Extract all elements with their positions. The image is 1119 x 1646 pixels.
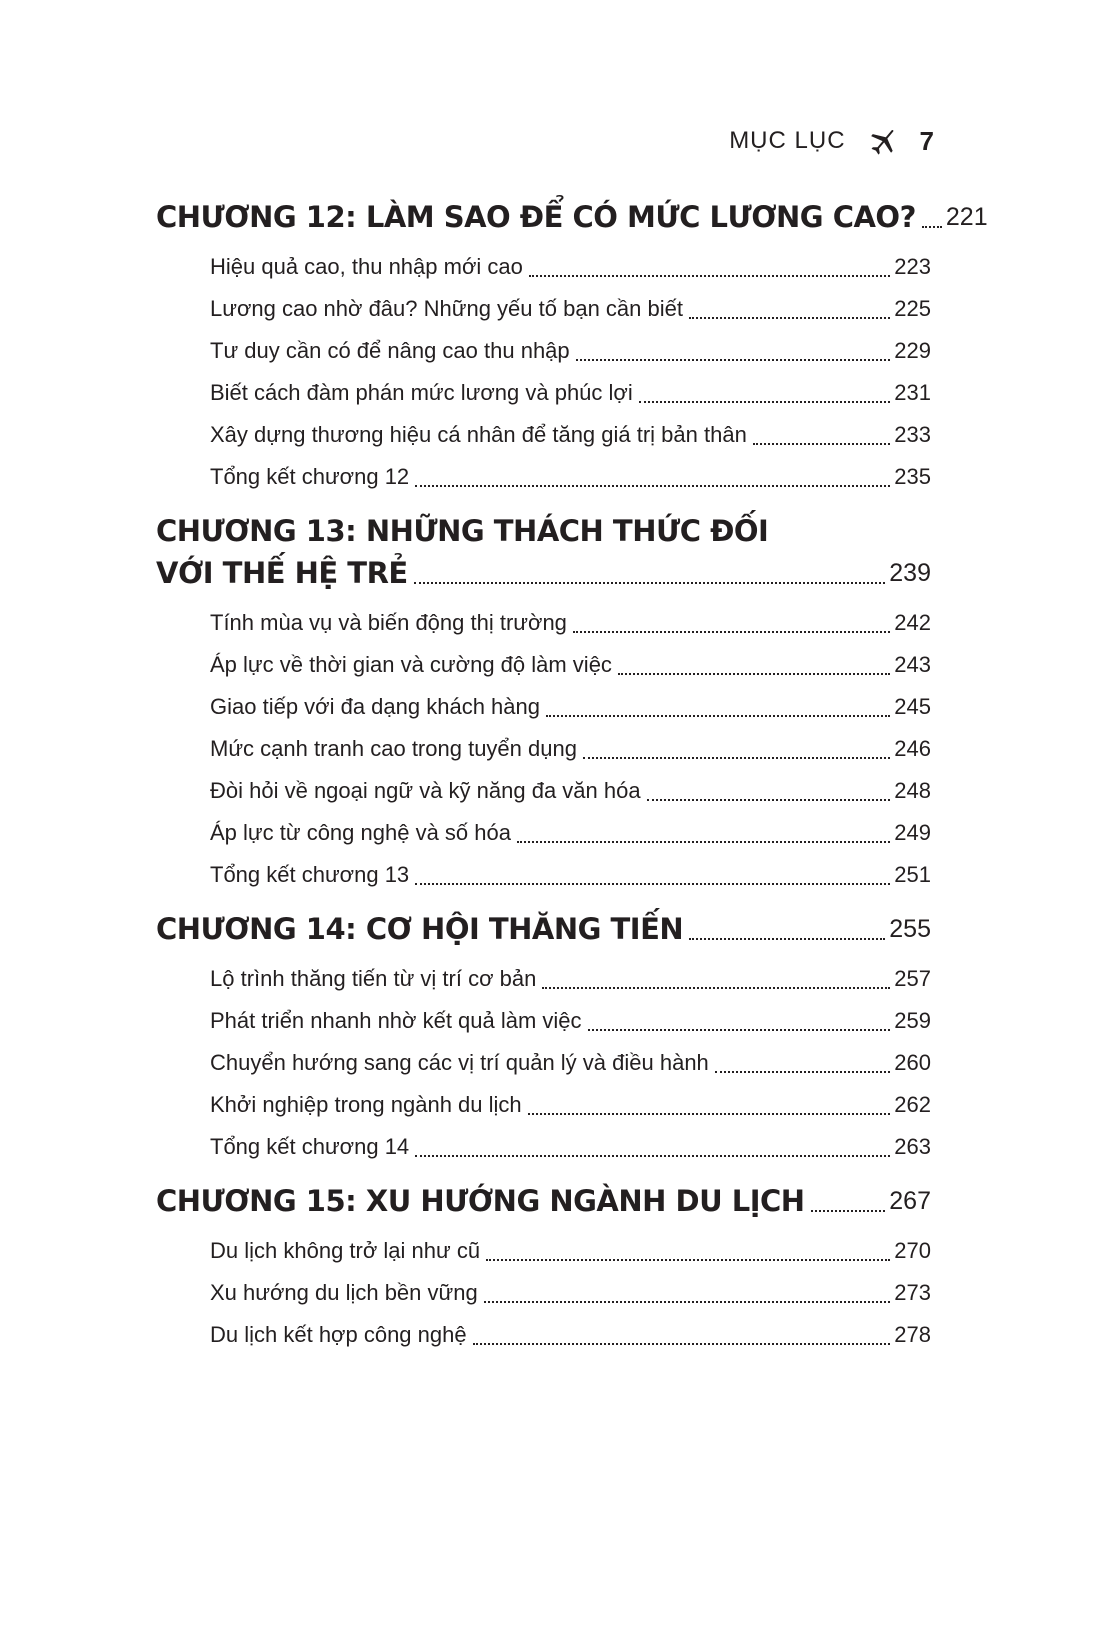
chapter-title: CHƯƠNG 14: CƠ HỘI THĂNG TIẾN xyxy=(156,912,684,946)
entry-page: 249 xyxy=(894,820,931,845)
leader-dots xyxy=(473,1343,891,1345)
leader-dots xyxy=(573,631,890,633)
entry-page: 278 xyxy=(894,1322,931,1347)
chapter-heading[interactable] xyxy=(156,908,931,950)
toc-entry[interactable] xyxy=(210,602,931,644)
chapter-title-row xyxy=(156,552,931,594)
entry-page: 231 xyxy=(894,380,931,405)
section-list xyxy=(210,1230,931,1356)
running-header xyxy=(729,125,934,157)
entry-label: Phát triển nhanh nhờ kết quả làm việc xyxy=(210,1008,582,1033)
leader-dots xyxy=(486,1259,890,1261)
toc-entry[interactable] xyxy=(210,958,931,1000)
chapter-heading[interactable] xyxy=(156,510,931,594)
chapter-13 xyxy=(156,510,931,896)
toc-entry[interactable] xyxy=(210,812,931,854)
section-name: MỤC LỤC xyxy=(729,127,846,154)
toc-entry[interactable] xyxy=(210,1042,931,1084)
entry-page: 257 xyxy=(894,966,931,991)
entry-label: Đòi hỏi về ngoại ngữ và kỹ năng đa văn hóa xyxy=(210,778,641,803)
toc-entry[interactable] xyxy=(210,686,931,728)
entry-page: 229 xyxy=(894,338,931,363)
entry-label: Du lịch kết hợp công nghệ xyxy=(210,1322,467,1347)
chapter-page: 239 xyxy=(889,559,931,587)
entry-label: Biết cách đàm phán mức lương và phúc lợi xyxy=(210,380,633,405)
leader-dots xyxy=(414,582,886,584)
entry-label: Tổng kết chương 13 xyxy=(210,862,410,887)
toc-entry[interactable] xyxy=(210,1126,931,1168)
toc-entry[interactable] xyxy=(210,1314,931,1356)
leader-dots xyxy=(583,757,890,759)
entry-label: Xây dựng thương hiệu cá nhân để tăng giá trị bản thân xyxy=(210,422,747,447)
chapter-14 xyxy=(156,908,931,1168)
entry-label: Lương cao nhờ đâu? Những yếu tố bạn cần biết xyxy=(210,296,683,321)
entry-page: 235 xyxy=(894,464,931,489)
entry-page: 251 xyxy=(894,862,931,887)
entry-page: 242 xyxy=(894,610,931,635)
table-of-contents xyxy=(156,196,988,1368)
leader-dots xyxy=(529,275,890,277)
toc-entry[interactable] xyxy=(210,456,931,498)
leader-dots xyxy=(546,715,890,717)
chapter-page: 221 xyxy=(945,203,988,231)
leader-dots xyxy=(528,1113,891,1115)
leader-dots xyxy=(922,226,942,228)
entry-page: 225 xyxy=(894,296,931,321)
leader-dots xyxy=(811,1210,886,1212)
entry-label: Xu hướng du lịch bền vững xyxy=(210,1280,478,1305)
airplane-icon xyxy=(868,125,900,157)
toc-entry[interactable] xyxy=(210,1084,931,1126)
leader-dots xyxy=(415,1155,890,1157)
toc-entry[interactable] xyxy=(210,770,931,812)
entry-page: 273 xyxy=(894,1280,931,1305)
entry-page: 270 xyxy=(894,1238,931,1263)
entry-label: Tổng kết chương 14 xyxy=(210,1134,410,1159)
chapter-title-continued: VỚI THẾ HỆ TRẺ xyxy=(156,556,408,590)
leader-dots xyxy=(647,799,891,801)
chapter-15 xyxy=(156,1180,931,1356)
chapter-title: CHƯƠNG 15: XU HƯỚNG NGÀNH DU LỊCH xyxy=(156,1184,805,1218)
leader-dots xyxy=(639,401,891,403)
entry-page: 246 xyxy=(894,736,931,761)
entry-page: 245 xyxy=(894,694,931,719)
toc-entry[interactable] xyxy=(210,330,931,372)
toc-entry[interactable] xyxy=(210,728,931,770)
entry-label: Tính mùa vụ và biến động thị trường xyxy=(210,610,567,635)
entry-label: Tổng kết chương 12 xyxy=(210,464,410,489)
leader-dots xyxy=(415,883,890,885)
leader-dots xyxy=(715,1071,890,1073)
toc-entry[interactable] xyxy=(210,1272,931,1314)
section-list xyxy=(210,246,931,498)
toc-entry[interactable] xyxy=(210,1230,931,1272)
chapter-page: 255 xyxy=(889,915,931,943)
toc-entry[interactable] xyxy=(210,372,931,414)
chapter-title: CHƯƠNG 12: LÀM SAO ĐỂ CÓ MỨC LƯƠNG CAO? xyxy=(156,200,916,234)
leader-dots xyxy=(618,673,890,675)
chapter-page: 267 xyxy=(889,1187,931,1215)
entry-page: 223 xyxy=(894,254,931,279)
entry-page: 262 xyxy=(894,1092,931,1117)
toc-entry[interactable] xyxy=(210,414,931,456)
entry-label: Lộ trình thăng tiến từ vị trí cơ bản xyxy=(210,966,537,991)
entry-label: Áp lực về thời gian và cường độ làm việc xyxy=(210,652,612,677)
entry-page: 260 xyxy=(894,1050,931,1075)
chapter-title-row xyxy=(156,510,931,552)
leader-dots xyxy=(484,1301,891,1303)
entry-label: Giao tiếp với đa dạng khách hàng xyxy=(210,694,540,719)
leader-dots xyxy=(415,485,890,487)
leader-dots xyxy=(588,1029,891,1031)
chapter-heading[interactable] xyxy=(156,196,988,238)
section-list xyxy=(210,958,931,1168)
page-number: 7 xyxy=(919,125,934,156)
toc-entry[interactable] xyxy=(210,1000,931,1042)
leader-dots xyxy=(689,317,890,319)
entry-page: 248 xyxy=(894,778,931,803)
leader-dots xyxy=(517,841,890,843)
entry-label: Tư duy cần có để nâng cao thu nhập xyxy=(210,338,570,363)
entry-label: Du lịch không trở lại như cũ xyxy=(210,1238,481,1263)
entry-page: 263 xyxy=(894,1134,931,1159)
entry-page: 233 xyxy=(894,422,931,447)
leader-dots xyxy=(542,987,890,989)
toc-entry[interactable] xyxy=(210,644,931,686)
toc-entry[interactable] xyxy=(210,246,931,288)
entry-label: Khởi nghiệp trong ngành du lịch xyxy=(210,1092,522,1117)
chapter-heading[interactable] xyxy=(156,1180,931,1222)
entry-page: 243 xyxy=(894,652,931,677)
section-list xyxy=(210,602,931,896)
leader-dots xyxy=(689,938,885,940)
entry-label: Mức cạnh tranh cao trong tuyển dụng xyxy=(210,736,577,761)
leader-dots xyxy=(753,443,890,445)
toc-entry[interactable] xyxy=(210,854,931,896)
toc-entry[interactable] xyxy=(210,288,931,330)
entry-page: 259 xyxy=(894,1008,931,1033)
chapter-title: CHƯƠNG 13: NHỮNG THÁCH THỨC ĐỐI xyxy=(156,514,769,548)
entry-label: Áp lực từ công nghệ và số hóa xyxy=(210,820,511,845)
chapter-12 xyxy=(156,196,988,498)
entry-label: Hiệu quả cao, thu nhập mới cao xyxy=(210,254,523,279)
leader-dots xyxy=(576,359,891,361)
entry-label: Chuyển hướng sang các vị trí quản lý và điều hành xyxy=(210,1050,709,1075)
